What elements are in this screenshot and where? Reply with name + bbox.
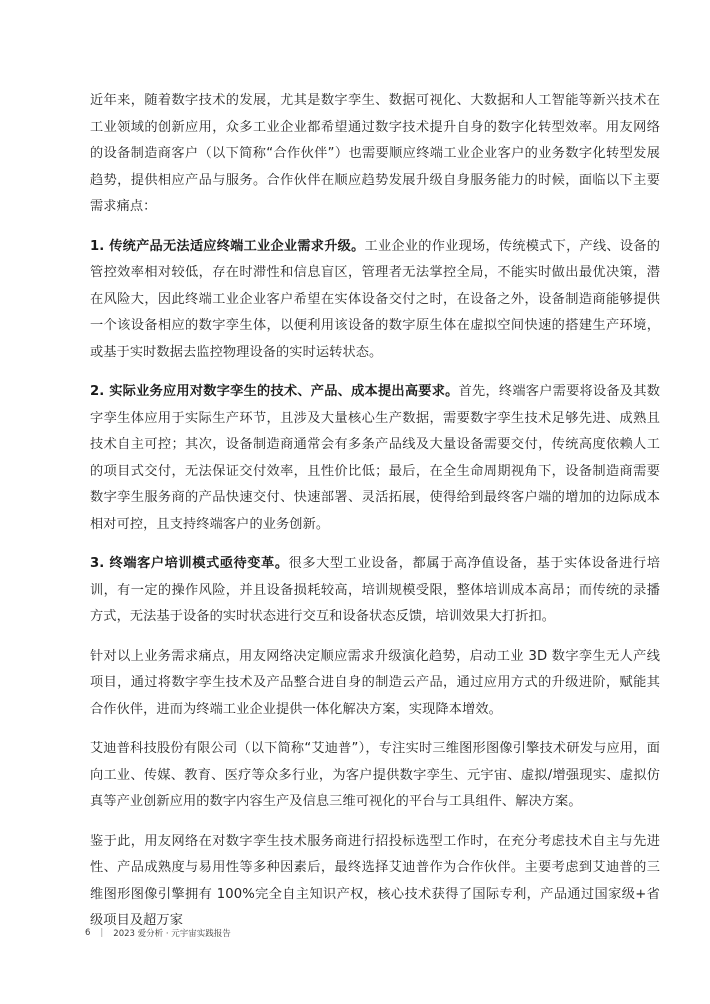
page-footer <box>85 927 231 939</box>
paragraph-text: 近年来，随着数字技术的发展，尤其是数字孪生、数据可视化、大数据和人工智能等新兴技术在工业领域的创新应用，众多工业企业都希望通过数字技术提升自身的数字化转型效率。用友网络的设备制造商客户（以下简称“合作伙伴”）也需要顺应终端工业企业客户的业务数字化转型发展趋势，提供相应产品与服务。合作伙伴在顺应趋势发展升级自身服务能力的时候，面临以下主要需求痛点： <box>90 93 660 214</box>
paragraph-heading: 2. 实际业务应用对数字孪生的技术、产品、成本提出高要求。 <box>90 384 459 399</box>
paragraph-intro <box>90 88 660 221</box>
paragraph-heading: 1. 传统产品无法适应终端工业企业需求升级。 <box>90 238 365 254</box>
paragraph-pain-point-2 <box>90 379 660 538</box>
paragraph-heading: 3. 终端客户培训模式亟待变革。 <box>90 556 289 571</box>
document-body <box>90 88 660 948</box>
paragraph-company <box>90 736 660 816</box>
paragraph-solution <box>90 644 660 724</box>
paragraph-text: 工业企业的作业现场，传统模式下，产线、设备的管控效率相对较低，存在时滞性和信息盲区，管理者无法掌控全局，不能实时做出最优决策，潜在风险大，因此终端工业企业客户希望在实体设备交付之时，在设备之外，设备制造商能够提供一个该设备相应的数字孪生体，以便利用该设备的数字原生体在虚拟空间快速的搭建生产环境，或基于实时数据去监控物理设备的实时运转状态。 <box>90 238 660 360</box>
paragraph-text: 鉴于此，用友网络在对数字孪生技术服务商进行招投标选型工作时，在充分考虑技术自主与先进性、产品成熟度与易用性等多种因素后，最终选择艾迪普作为合作伙伴。主要考虑到艾迪普的三维图形图像引擎拥有 100%完全自主知识产权，核心技术获得了国际专利，产品通过国家级+省级项目及超万家 <box>90 833 660 928</box>
footer-separator: | <box>100 928 104 938</box>
paragraph-selection <box>90 829 660 935</box>
paragraph-pain-point-3 <box>90 551 660 631</box>
paragraph-text: 艾迪普科技股份有限公司（以下简称“艾迪普”），专注实时三维图形图像引擎技术研发与应用，面向工业、传媒、教育、医疗等众多行业，为客户提供数字孪生、元宇宙、虚拟/增强现实、虚拟仿真等产业创新应用的数字内容生产及信息三维可视化的平台与工具组件、解决方案。 <box>90 741 660 809</box>
report-title: 2023 爱分析 · 元宇宙实践报告 <box>113 929 231 939</box>
paragraph-text: 很多大型工业设备，都属于高净值设备，基于实体设备进行培训，有一定的操作风险，并且设备损耗较高，培训规模受限，整体培训成本高昂；而传统的录播方式，无法基于设备的实时状态进行交互和设备状态反馈，培训效果大打折扣。 <box>90 556 660 624</box>
paragraph-pain-point-1 <box>90 234 660 367</box>
paragraph-text: 首先，终端客户需要将设备及其数字孪生体应用于实际生产环节，且涉及大量核心生产数据，需要数字孪生技术足够先进、成熟且技术自主可控；其次，设备制造商通常会有多条产品线及大量设备需要交付，传统高度依赖人工的项目式交付，无法保证交付效率，且性价比低；最后，在全生命周期视角下，设备制造商需要数字孪生服务商的产品快速交付、快速部署、灵活拓展，使得给到最终客户端的增加的边际成本相对可控，且支持终端客户的业务创新。 <box>90 384 660 532</box>
paragraph-text: 针对以上业务需求痛点，用友网络决定顺应需求升级演化趋势，启动工业 3D 数字孪生无人产线项目，通过将数字孪生技术及产品整合进自身的制造云产品，通过应用方式的升级进阶，赋能其合作伙伴，进而为终端工业企业提供一体化解决方案，实现降本增效。 <box>90 648 660 717</box>
page-number: 6 <box>85 928 91 938</box>
